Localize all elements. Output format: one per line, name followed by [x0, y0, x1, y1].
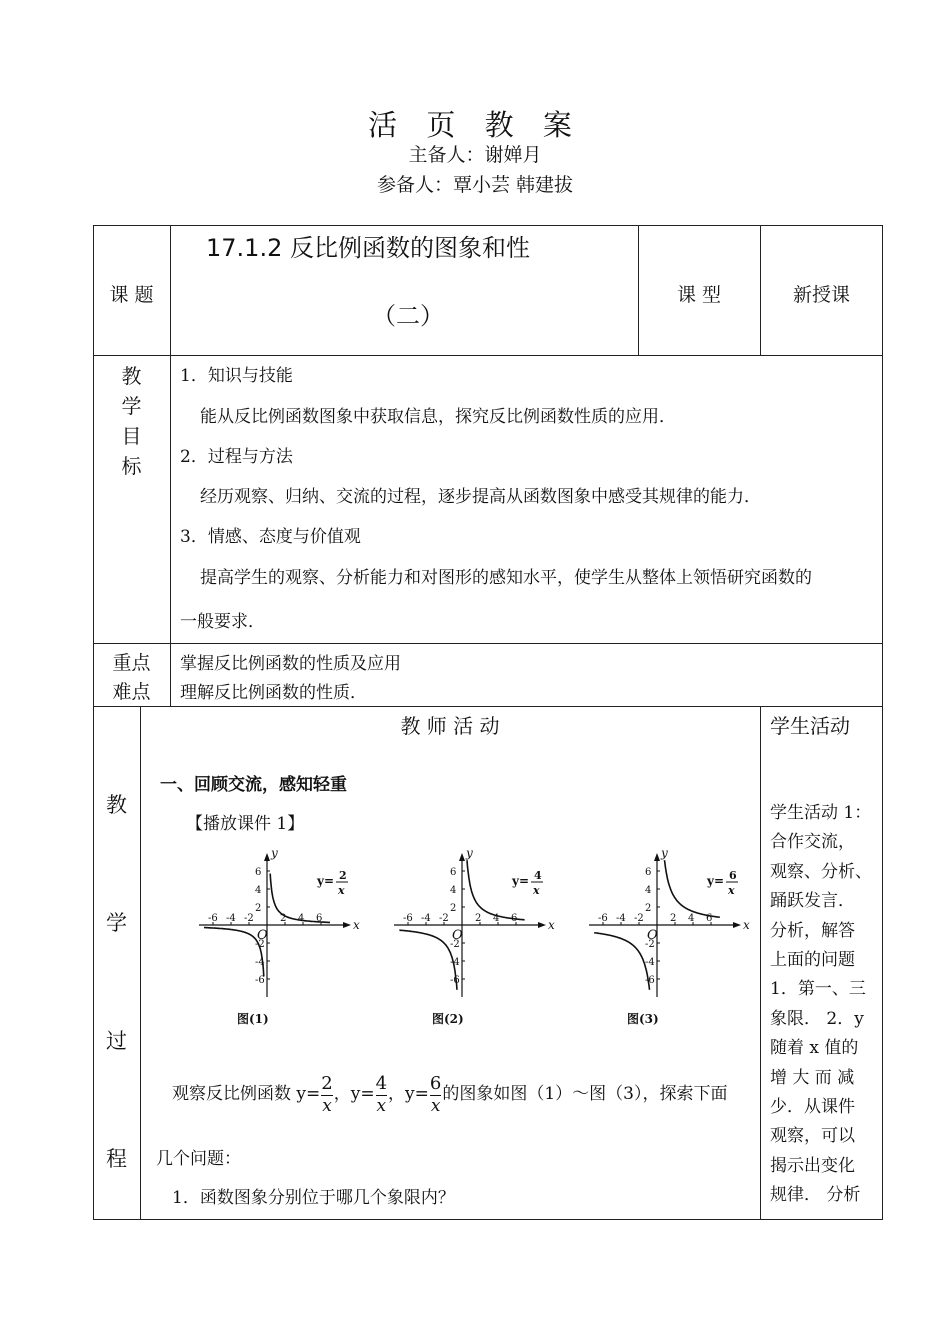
y-axis-label: y — [271, 846, 278, 860]
student-activity-line: 分析，解答 — [770, 920, 855, 941]
topic-title-line1: 17.1.2 反比例函数的图象和性 — [206, 234, 530, 262]
y-tick-label: -6 — [645, 975, 655, 986]
x-tick-label: 4 — [298, 913, 305, 924]
hyperbola-graphs — [140, 840, 760, 1030]
student-activity-line: 观察，可以 — [770, 1126, 855, 1147]
fraction-numerator: 4 — [375, 1072, 388, 1094]
x-tick-label: -6 — [598, 913, 608, 924]
section-1-title: 一、回顾交流，感知轻重 — [160, 775, 347, 795]
student-activity-line: 学生活动 1： — [770, 803, 872, 823]
x-axis-arrow-icon — [733, 922, 741, 928]
y-tick-label: 4 — [255, 885, 262, 896]
x-tick-label: 6 — [511, 913, 518, 924]
goals-label-char: 学 — [121, 394, 142, 418]
x-axis-arrow-icon — [343, 922, 351, 928]
x-tick-label: 6 — [316, 913, 323, 924]
co-preparers-line: 参备人：覃小芸 韩建拔 — [376, 174, 574, 196]
hyperbola-branch-q3 — [594, 933, 649, 990]
student-activity-line: 增 大 而 减 — [770, 1067, 855, 1088]
student-activity-line: 观察、分析、 — [770, 861, 872, 882]
hyperbola-branch-q3 — [399, 930, 457, 990]
goal-3-title: 3．情感、态度与价值观 — [180, 527, 361, 547]
equation-lhs: y= — [707, 874, 725, 888]
goal-1-text: 能从反比例函数图象中获取信息，探究反比例函数性质的应用． — [200, 407, 676, 427]
goals-label-char: 标 — [121, 454, 142, 478]
graph-1 — [199, 846, 360, 1026]
graph-2 — [394, 846, 555, 1026]
student-activity-line: 少．从课件 — [770, 1096, 855, 1117]
row-divider — [93, 355, 883, 356]
courseware-label: 【播放课件 1】 — [186, 814, 305, 834]
process-label-char: 过 — [106, 1029, 127, 1053]
y-tick-label: 2 — [645, 903, 652, 914]
process-label-char: 程 — [106, 1147, 127, 1171]
observe-prefix: 观察反比例函数 y= — [172, 1084, 321, 1104]
origin-label: O — [257, 928, 268, 943]
student-activity-line: 1．第一、三 — [770, 979, 866, 1000]
x-tick-label: 2 — [475, 913, 482, 924]
observe-suffix: 的图象如图（1）～图（3），探索下面 — [442, 1084, 728, 1104]
student-activity-line: 揭示出变化 — [770, 1155, 855, 1176]
goal-2-text: 经历观察、归纳、交流的过程，逐步提高从函数图象中感受其规律的能力． — [200, 487, 761, 507]
equation-denominator: x — [533, 884, 540, 897]
observe-line-1 — [172, 1068, 727, 1120]
y-tick-label: -2 — [255, 939, 265, 950]
y-tick-label: 6 — [645, 867, 652, 878]
observe-line-2: 几个问题： — [156, 1149, 241, 1169]
y-tick-label: 6 — [255, 867, 262, 878]
fraction-numerator: 2 — [321, 1072, 333, 1094]
column-divider — [760, 706, 761, 1220]
topic-label: 课 题 — [109, 284, 154, 306]
x-axis-label: x — [548, 918, 555, 932]
equation-numerator: 6 — [729, 869, 737, 882]
row-divider — [93, 643, 883, 644]
equation-denominator: x — [728, 884, 735, 897]
y-axis-arrow-icon — [654, 853, 660, 861]
y-tick-label: -4 — [450, 957, 460, 968]
x-tick-label: 2 — [280, 913, 287, 924]
goal-3-text-line2: 一般要求． — [180, 612, 265, 632]
y-tick-label: 4 — [645, 885, 652, 896]
student-activity-line: 随着 x 值的 — [770, 1038, 859, 1059]
x-tick-label: -4 — [226, 913, 236, 924]
x-tick-label: 2 — [670, 913, 677, 924]
graph-caption: 图(2) — [432, 1012, 464, 1026]
hyperbola-branch-q3 — [204, 928, 264, 977]
fraction-denominator: x — [322, 1095, 332, 1116]
lesson-type-value: 新授课 — [792, 284, 850, 306]
student-activity-header: 学生活动 — [770, 714, 850, 738]
lesson-type-label: 课 型 — [676, 284, 722, 306]
y-tick-label: -4 — [255, 957, 265, 968]
y-tick-label: 2 — [450, 903, 457, 914]
y-tick-label: -4 — [645, 957, 655, 968]
x-axis-label: x — [353, 918, 360, 932]
question-1: 1．函数图象分别位于哪几个象限内？ — [172, 1188, 455, 1208]
preparer-line: 主备人：谢婵月 — [408, 144, 542, 166]
x-tick-label: -4 — [616, 913, 626, 924]
graph-caption: 图(3) — [627, 1012, 659, 1026]
x-tick-label: -2 — [244, 913, 254, 924]
equation-denominator: x — [338, 884, 345, 897]
x-tick-label: 4 — [688, 913, 695, 924]
y-axis-label: y — [661, 846, 668, 860]
x-tick-label: -4 — [421, 913, 431, 924]
hyperbola-branch-q1 — [665, 860, 720, 917]
topic-title-line2: （二） — [372, 302, 444, 330]
goal-2-title: 2．过程与方法 — [180, 447, 293, 467]
equation-lhs: y= — [512, 874, 530, 888]
y-tick-label: -6 — [450, 975, 460, 986]
y-tick-label: 4 — [450, 885, 457, 896]
y-tick-label: -2 — [450, 939, 460, 950]
x-tick-label: -6 — [208, 913, 218, 924]
student-activity-line: 合作交流， — [770, 832, 855, 853]
fraction-6-over-x — [429, 1072, 442, 1116]
y-tick-label: -6 — [255, 975, 265, 986]
x-tick-label: -2 — [439, 913, 449, 924]
origin-label: O — [452, 928, 463, 943]
key-point-text: 掌握反比例函数的性质及应用 — [180, 654, 401, 674]
goals-label-char: 教 — [121, 364, 142, 388]
key-label-line1: 重点 — [112, 652, 151, 674]
process-label-char: 学 — [106, 911, 127, 935]
x-tick-label: -2 — [634, 913, 644, 924]
student-activity-line: 象限． 2．y — [770, 1008, 864, 1029]
student-activity-line: 上面的问题 — [770, 949, 855, 970]
document-title: 活 页 教 案 — [368, 108, 582, 142]
process-label-char: 教 — [106, 793, 127, 817]
fraction-2-over-x — [321, 1072, 333, 1116]
student-activity-line: 规律． 分析 — [770, 1185, 861, 1206]
fraction-denominator: x — [430, 1095, 441, 1116]
fraction-denominator: x — [376, 1095, 387, 1116]
fraction-4-over-x — [375, 1072, 388, 1116]
teacher-activity-header: 教 师 活 动 — [400, 714, 500, 738]
observe-separator: ，y= — [333, 1084, 375, 1104]
column-divider — [170, 225, 171, 706]
y-axis-arrow-icon — [264, 853, 270, 861]
student-activity-line: 踊跃发言． — [770, 891, 855, 912]
equation-lhs: y= — [317, 874, 335, 888]
difficulty-text: 理解反比例函数的性质． — [180, 683, 367, 703]
equation-numerator: 2 — [339, 869, 347, 882]
y-tick-label: -2 — [645, 939, 655, 950]
goals-label — [93, 360, 170, 480]
graph-caption: 图(1) — [237, 1012, 269, 1026]
student-activity-text — [770, 799, 875, 1210]
origin-label: O — [647, 928, 658, 943]
observe-separator: ，y= — [388, 1084, 429, 1104]
x-axis-arrow-icon — [538, 922, 546, 928]
x-tick-label: -6 — [403, 913, 413, 924]
process-label — [93, 795, 140, 1189]
equation-numerator: 4 — [534, 869, 542, 882]
graph-3 — [589, 846, 750, 1026]
x-tick-label: 6 — [706, 913, 713, 924]
goals-label-char: 目 — [121, 424, 142, 448]
x-axis-label: x — [743, 918, 750, 932]
y-axis-label: y — [466, 846, 473, 860]
y-tick-label: 6 — [450, 867, 457, 878]
hyperbola-branch-q1 — [467, 860, 525, 920]
goal-3-text-line1: 提高学生的观察、分析能力和对图形的感知水平，使学生从整体上领悟研究函数的 — [200, 568, 812, 588]
key-label-line2: 难点 — [112, 681, 151, 703]
y-axis-arrow-icon — [459, 853, 465, 861]
y-tick-label: 2 — [255, 903, 262, 914]
x-tick-label: 4 — [493, 913, 500, 924]
row-divider — [93, 706, 883, 707]
goal-1-title: 1．知识与技能 — [180, 366, 293, 386]
fraction-numerator: 6 — [429, 1072, 442, 1094]
